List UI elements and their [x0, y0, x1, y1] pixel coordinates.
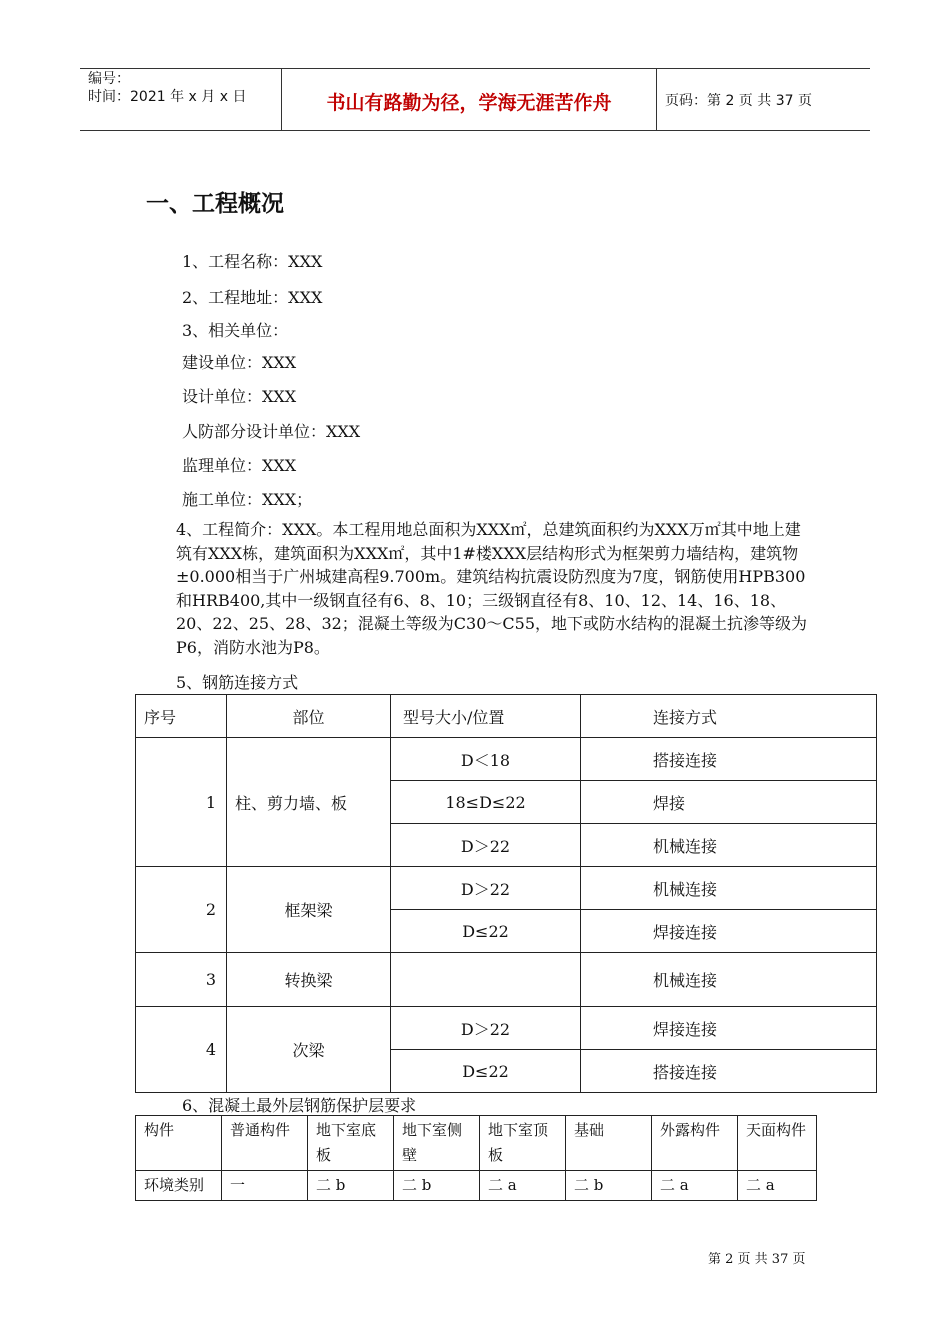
row-number: 2	[136, 867, 227, 953]
project-intro: 4、工程简介：XXX。本工程用地总面积为XXX㎡，总建筑面积约为XXX万㎡其中地上建筑有XXX栋，建筑面积为XXX㎡，其中1#楼XXX层结构形式为框架剪力墙结构，建筑物±0.000相当于广州城建高程9.700m。建筑结构抗震设防烈度为7度，钢筋使用HPB300和HRB400,其中一级钢直径有6、8、10；三级钢直径有8、10、12、14、16、18、20、22、25、28、32；混凝土等级为C30～C55，地下或防水结构的混凝土抗渗等级为P6，消防水池为P8。	[176, 520, 808, 657]
row-method: 焊接	[581, 781, 877, 824]
header-cell: 部位	[227, 695, 391, 738]
row-part: 次梁	[227, 1007, 391, 1093]
row-part: 柱、剪力墙、板	[227, 738, 391, 867]
table-cell: 外露构件	[652, 1116, 738, 1171]
table-row	[136, 867, 877, 910]
supervision-unit: 监理单位：XXX	[182, 456, 297, 475]
table-row	[136, 738, 877, 781]
row-size	[391, 953, 581, 1007]
row-method: 搭接连接	[581, 738, 877, 781]
time-label: 时间：2021 年 x 月 x 日	[88, 89, 247, 105]
table-cell: 一	[222, 1171, 308, 1201]
table-cell: 二 a	[480, 1171, 566, 1201]
row-number: 4	[136, 1007, 227, 1093]
related-units-label: 3、相关单位：	[182, 321, 289, 340]
header-meta	[80, 69, 281, 130]
section-title: 一、工程概况	[146, 191, 284, 217]
table-row	[136, 1007, 877, 1050]
row-number: 1	[136, 738, 227, 867]
row-method: 机械连接	[581, 953, 877, 1007]
page-header	[80, 68, 870, 131]
motto-text: 书山有路勤为径，学海无涯苦作舟	[326, 92, 612, 114]
design-unit: 设计单位：XXX	[182, 387, 297, 406]
row-method: 焊接连接	[581, 910, 877, 953]
row-part: 框架梁	[227, 867, 391, 953]
rebar-connection-table	[135, 694, 877, 1093]
cover-section-title: 6、混凝土最外层钢筋保护层要求	[182, 1096, 417, 1115]
row-size: D＜18	[391, 738, 581, 781]
civil-defense-design-unit: 人防部分设计单位：XXX	[182, 422, 361, 441]
table-cell: 二 b	[566, 1171, 652, 1201]
builder-unit: 施工单位：XXX；	[182, 490, 313, 509]
header-motto	[281, 69, 657, 130]
row-part: 转换梁	[227, 953, 391, 1007]
project-address: 2、工程地址：XXX	[182, 288, 323, 307]
table-cell: 基础	[566, 1116, 652, 1171]
number-label: 编号：	[88, 71, 130, 87]
rebar-section-title: 5、钢筋连接方式	[176, 673, 299, 692]
header-cell: 型号大小/位置	[391, 695, 581, 738]
project-name: 1、工程名称：XXX	[182, 252, 323, 271]
table-cell: 二 b	[394, 1171, 480, 1201]
table-cell: 地下室底板	[308, 1116, 394, 1171]
row-size: 18≤D≤22	[391, 781, 581, 824]
table-cell: 二 b	[308, 1171, 394, 1201]
table-row	[136, 1171, 817, 1201]
table-cell: 普通构件	[222, 1116, 308, 1171]
table-cell: 二 a	[652, 1171, 738, 1201]
header-page	[656, 69, 870, 130]
row-method: 搭接连接	[581, 1050, 877, 1093]
row-number: 3	[136, 953, 227, 1007]
row-size: D＞22	[391, 1007, 581, 1050]
row-method: 机械连接	[581, 824, 877, 867]
page-number-label: 页码：第 2 页 共 37 页	[665, 93, 812, 109]
construction-unit: 建设单位：XXX	[182, 353, 297, 372]
header-cell: 序号	[136, 695, 227, 738]
row-size: D＞22	[391, 824, 581, 867]
table-cell: 天面构件	[738, 1116, 817, 1171]
table-row	[136, 953, 877, 1007]
row-size: D≤22	[391, 910, 581, 953]
row-size: D＞22	[391, 867, 581, 910]
table-cell: 二 a	[738, 1171, 817, 1201]
row-method: 机械连接	[581, 867, 877, 910]
table-cell: 地下室侧壁	[394, 1116, 480, 1171]
table-header-row	[136, 695, 877, 738]
table-row	[136, 1116, 817, 1171]
table-cell: 地下室顶板	[480, 1116, 566, 1171]
header-cell: 连接方式	[581, 695, 877, 738]
row-method: 焊接连接	[581, 1007, 877, 1050]
cover-requirement-table	[135, 1115, 817, 1201]
table-cell: 环境类别	[136, 1171, 222, 1201]
table-cell: 构件	[136, 1116, 222, 1171]
row-size: D≤22	[391, 1050, 581, 1093]
page-footer: 第 2 页 共 37 页	[708, 1252, 806, 1267]
